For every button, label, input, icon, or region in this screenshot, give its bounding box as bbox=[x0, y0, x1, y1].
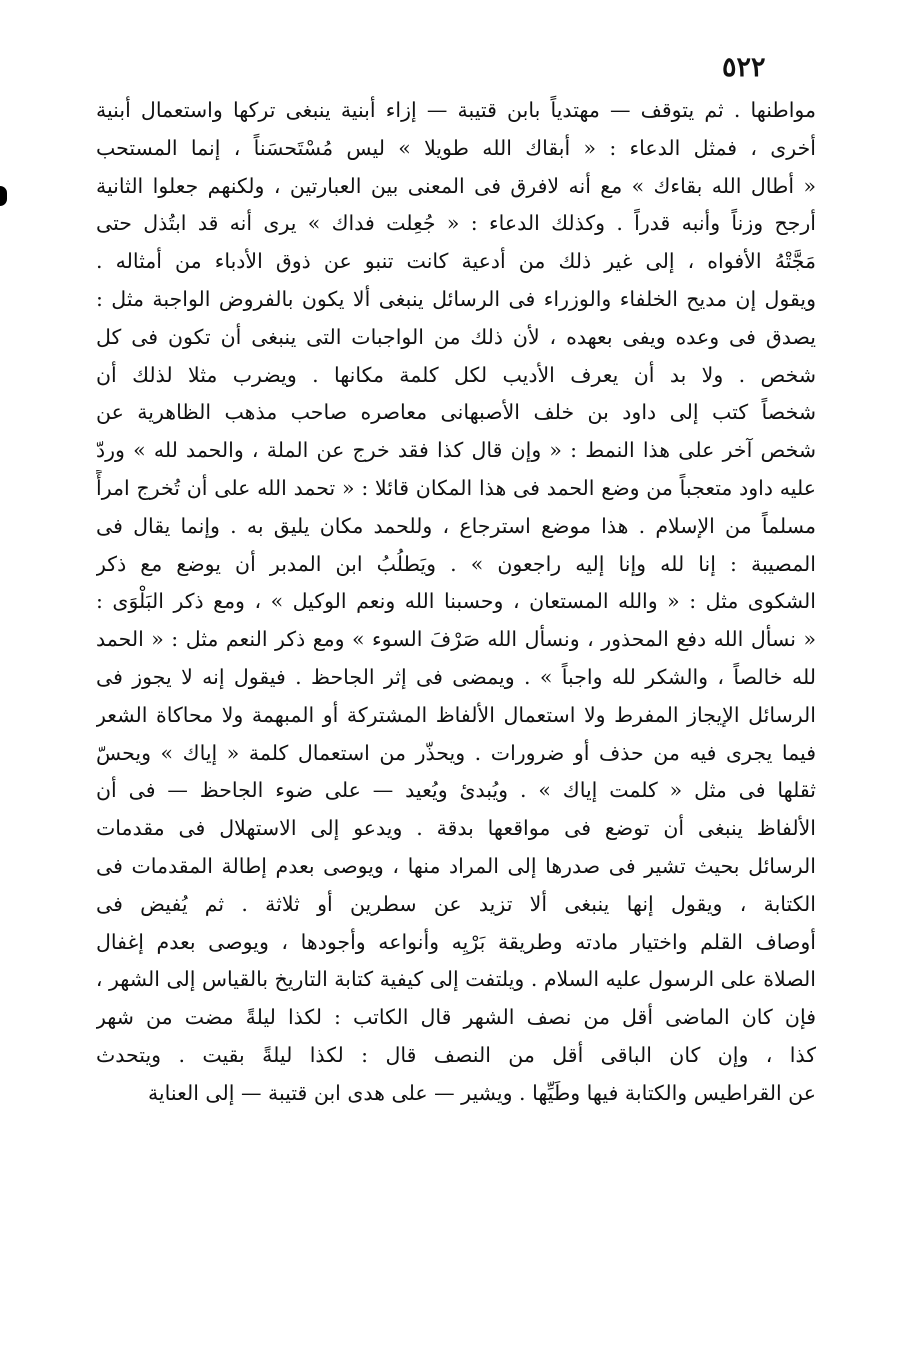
text-line: عليه داود متعجباً من وضع الحمد فى هذا المكان قائلا : « تحمد الله على أن تُخرج امرأً bbox=[96, 475, 816, 500]
text-line: فيما يجرى فيه من حذف أو ضرورات . ويحذّر من استعمال كلمة « إياك » ويحسّ bbox=[96, 740, 816, 765]
text-line: المصيبة : إنا لله وإنا إليه راجعون » . ويَطلُبُ ابن المدبر أن يوضع مع ذكر bbox=[96, 551, 816, 576]
text-line: الألفاظ ينبغى أن توضع فى مواقعها بدقة . ويدعو إلى الاستهلال فى مقدمات bbox=[96, 816, 816, 841]
text-line: الرسائل بحيث تشير فى صدرها إلى المراد منها ، ويوصى بعدم إطالة المقدمات فى bbox=[96, 853, 816, 878]
scan-edge-mark bbox=[0, 186, 7, 206]
text-line: لله خالصاً ، والشكر لله واجباً » . ويمضى فى إثر الجاحظ . فيقول إنه لا يجوز فى bbox=[96, 664, 816, 689]
text-line: الرسائل الإيجاز المفرط ولا استعمال الألفاظ المشتركة أو المبهمة ولا محاكاة الشعر bbox=[96, 702, 816, 727]
text-line: فإن كان الماضى أقل من نصف الشهر قال الكاتب : لكذا ليلةً مضت من شهر bbox=[96, 1005, 816, 1030]
text-line: شخص آخر على هذا النمط : « وإن قال كذا فقد خرج عن الملة ، والحمد لله » وردّ bbox=[96, 438, 816, 463]
page-number: ٥٢٢ bbox=[722, 52, 766, 83]
text-line: مواطنها . ثم يتوقف — مهتدياً بابن قتيبة — إزاء أبنية ينبغى تركها واستعمال أبنية bbox=[96, 98, 816, 122]
text-line: الكتابة ، ويقول إنها ينبغى ألا تزيد عن سطرين أو ثلاثة . ثم يُفيض فى bbox=[96, 891, 816, 916]
text-line: شخصاً كتب إلى داود بن خلف الأصبهانى معاصره صاحب مذهب الظاهرية عن bbox=[96, 400, 816, 425]
text-line: ويقول إن مديح الخلفاء والوزراء فى الرسائل ينبغى ألا يكون بالفروض الواجبة مثل : bbox=[96, 286, 816, 311]
body-text bbox=[96, 92, 816, 1113]
text-line: « نسأل الله دفع المحذور ، ونسأل الله صَرْفَ السوء » ومع ذكر النعم مثل : « الحمد bbox=[96, 627, 816, 652]
text-line: ثقلها فى مثل « كلمت إياك » . ويُبدئ ويُعيد — على ضوء الجاحظ — فى أن bbox=[96, 778, 816, 803]
text-line: « أطال الله بقاءك » مع أنه لافرق فى المعنى بين العبارتين ، ولكنهم جعلوا الثانية bbox=[96, 173, 816, 198]
text-line: الشكوى مثل : « والله المستعان ، وحسبنا الله ونعم الوكيل » ، ومع ذكر البَلْوَى : bbox=[96, 589, 816, 614]
text-line: شخص . ولا بد أن يعرف الأديب لكل كلمة مكانها . ويضرب مثلا لذلك أن bbox=[96, 362, 816, 387]
text-line: عن القراطيس والكتابة فيها وطَيِّها . ويشير — على هدى ابن قتيبة — إلى العناية bbox=[147, 1080, 816, 1105]
text-line: الصلاة على الرسول عليه السلام . ويلتفت إلى كيفية كتابة التاريخ بالقياس إلى الشهر ، bbox=[96, 967, 816, 992]
text-line: أرجح وزناً وأنبه قدراً . وكذلك الدعاء : « جُعِلت فداك » يرى أنه قد ابتُذل حتى bbox=[96, 211, 816, 236]
text-line: مسلماً من الإسلام . هذا موضع استرجاع ، وللحمد مكان يليق به . وإنما يقال فى bbox=[96, 513, 816, 538]
text-line: كذا ، وإن كان الباقى أقل من النصف قال : لكذا ليلةً بقيت . ويتحدث bbox=[96, 1042, 816, 1067]
text-line: أوصاف القلم واختيار مادته وطريقة بَرْيِه وأنواعه وأجودها ، ويوصى بعدم إغفال bbox=[96, 929, 816, 954]
text-line: مَجَّتْهُ الأفواه ، إلى غير ذلك من أدعية كانت تنبو عن ذوق الأدباء من أمثاله . bbox=[96, 249, 816, 274]
text-line: أخرى ، فمثل الدعاء : « أبقاك الله طويلا » ليس مُسْتَحسَناً ، إنما المستحب bbox=[96, 135, 816, 160]
text-line: يصدق فى وعده ويفى بعهده ، لأن ذلك من الواجبات التى ينبغى أن تكون فى كل bbox=[96, 324, 816, 349]
